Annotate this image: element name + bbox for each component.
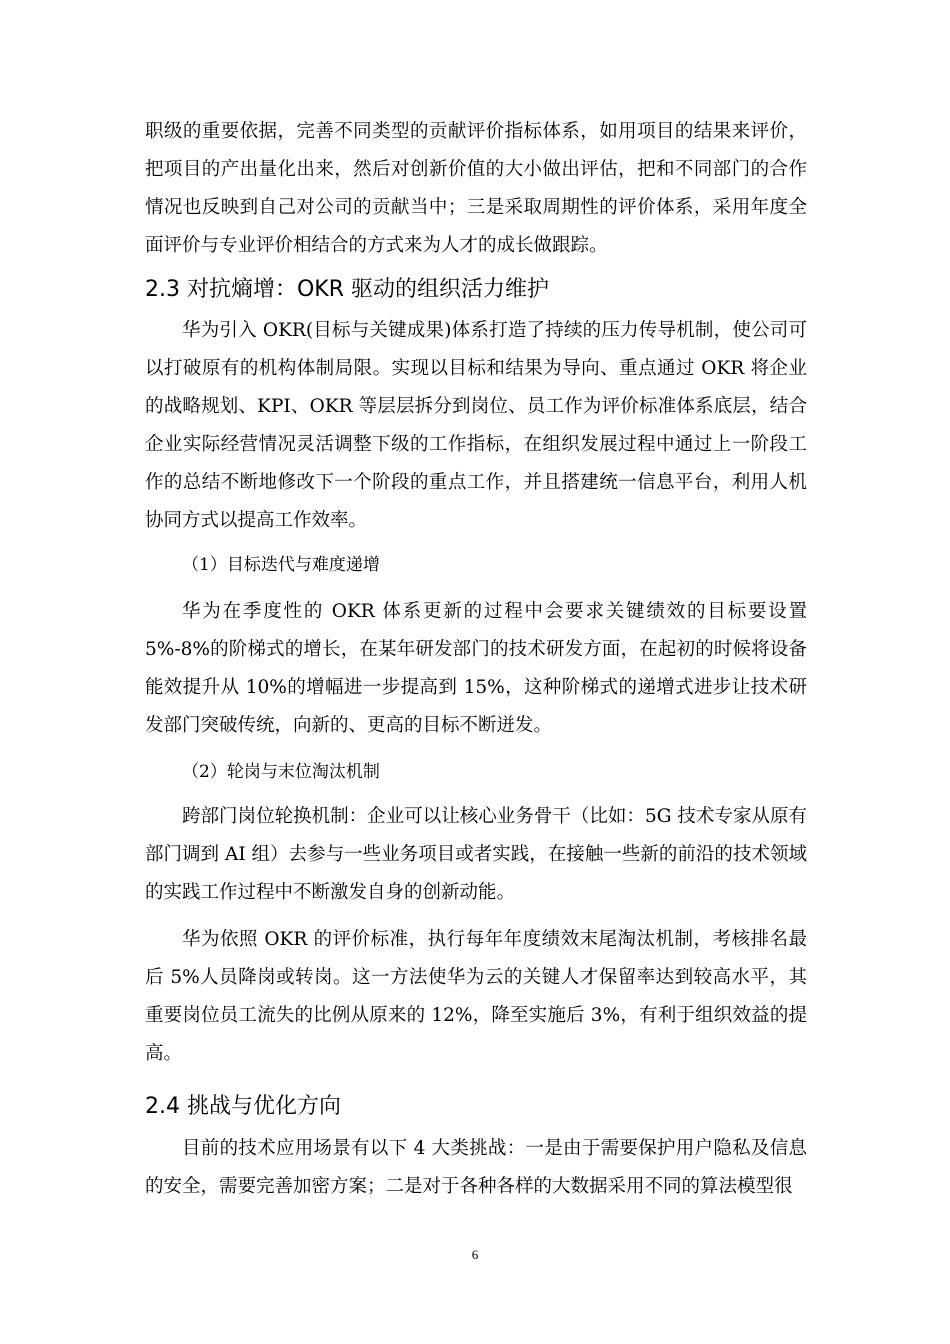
page-number: 6 xyxy=(471,1247,479,1262)
section-2-3-intro-paragraph: 华为引入 OKR(目标与关键成果)体系打造了持续的压力传导机制，使公司可以打破原有的机构体制局限。实现以目标和结果为导向、重点通过 OKR 将企业的战略规划、KPI、OKR 等层层拆分到岗位、员工作为评价标准体系底层，结合企业实际经营情况灵活调整下级的工作指标，在组织发展过程中通过上一阶段工作的总结不断地修改下一个阶段的重点工作，并且搭建统一信息平台，利用人机协同方式以提高工作效率。 xyxy=(145,320,807,531)
section-heading-2-3: 2.3 对抗熵增：OKR 驱动的组织活力维护 xyxy=(145,277,550,302)
section-heading-2-4: 2.4 挑战与优化方向 xyxy=(145,1094,341,1119)
challenges-paragraph: 目前的技术应用场景有以下 4 大类挑战：一是由于需要保护用户隐私及信息的安全，需要完善加密方案；二是对于各种各样的大数据采用不同的算法模型很 xyxy=(145,1138,807,1197)
subheading-goal-iteration: （1）目标迭代与难度递增 xyxy=(182,555,380,575)
elimination-paragraph: 华为依照 OKR 的评价标准，执行每年年度绩效末尾淘汰机制，考核排名最后 5%人员降岗或转岗。这一方法使华为云的关键人才保留率达到较高水平，其重要岗位员工流失的比例从原来的 12%，降至实施后 3%，有利于组织效益的提高。 xyxy=(145,929,807,1064)
rotation-paragraph: 跨部门岗位轮换机制：企业可以让核心业务骨干（比如：5G 技术专家从原有部门调到 AI 组）去参与一些业务项目或者实践，在接触一些新的前沿的技术领域的实践工作过程中不断激发自身的创新动能。 xyxy=(145,806,807,903)
paragraph-continued: 职级的重要依据，完善不同类型的贡献评价指标体系，如用项目的结果来评价，把项目的产出量化出来，然后对创新价值的大小做出评估，把和不同部门的合作情况也反映到自己对公司的贡献当中；三是采取周期性的评价体系，采用年度全面评价与专业评价相结合的方式来为人才的成长做跟踪。 xyxy=(145,121,807,256)
subheading-rotation-elimination: （2）轮岗与末位淘汰机制 xyxy=(182,762,380,782)
goal-iteration-paragraph: 华为在季度性的 OKR 体系更新的过程中会要求关键绩效的目标要设置 5%-8%的阶梯式的增长，在某年研发部门的技术研发方面，在起初的时候将设备能效提升从 10%的增幅进一步提高到 15%，这种阶梯式的递增式进步让技术研发部门突破传统，向新的、更高的目标不断迸发。 xyxy=(145,601,807,736)
